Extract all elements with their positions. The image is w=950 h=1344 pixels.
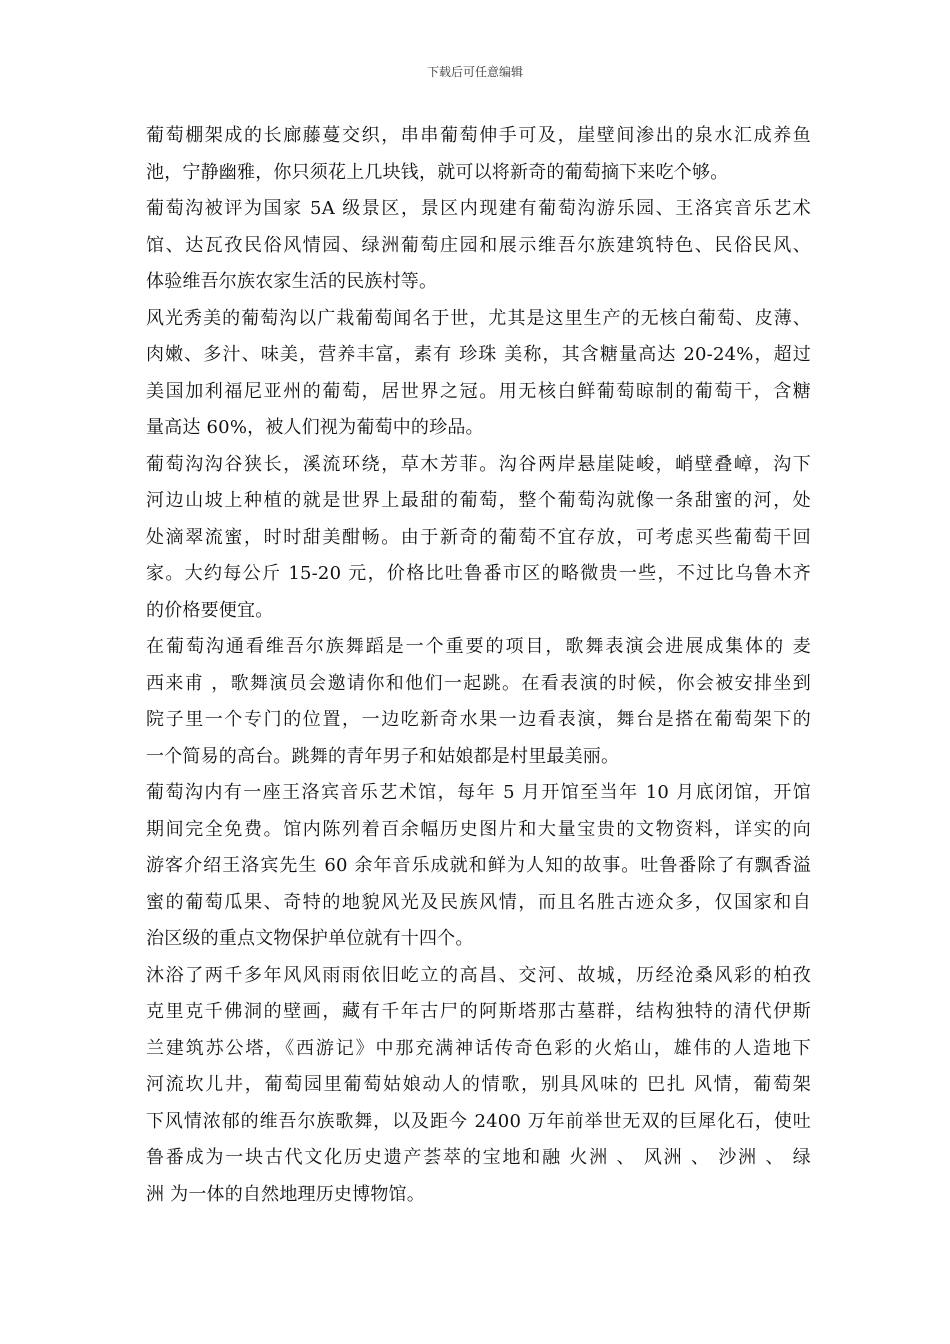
paragraph-scenic-area: [146, 191, 811, 301]
text-line: 池，宁静幽雅，你只须花上几块钱，就可以将新奇的葡萄摘下来吃个够。: [146, 161, 729, 183]
page-header: 下载后可任意编辑: [426, 65, 523, 79]
paragraph-vine-corridor: [146, 118, 811, 191]
text-line: 洲 为一体的自然地理历史博物馆。: [146, 1183, 425, 1205]
text-line: 馆、达瓦孜民俗风情园、绿洲葡萄庄园和展示维吾尔族建筑特色、民俗民风、: [146, 234, 811, 256]
text-line: 院子里一个专门的位置，一边吃新奇水果一边看表演，舞台是搭在葡萄架下的: [146, 709, 811, 730]
text-line: 河边山坡上种植的就是世界上最甜的葡萄，整个葡萄沟就像一条甜蜜的河，处: [146, 490, 811, 511]
paragraph-valley: [146, 447, 811, 630]
text-line: 治区级的重点文物保护单位就有十四个。: [146, 928, 474, 949]
text-line: 美国加利福尼亚州的葡萄，居世界之冠。用无核白鲜葡萄晾制的葡萄干，含糖: [146, 380, 811, 402]
text-line: 肉嫩、多汁、味美，营养丰富，素有 珍珠 美称，其含糖量高达 20-24%，超过: [146, 344, 811, 365]
text-line: 体验维吾尔族农家生活的民族村等。: [146, 271, 438, 292]
text-line: 克里克千佛洞的壁画，藏有千年古尸的阿斯塔那古墓群，结构独特的清代伊斯: [146, 1001, 811, 1022]
text-line: 葡萄沟内有一座王洛宾音乐艺术馆，每年 5 月开馆至当年 10 月底闭馆，开馆: [146, 782, 811, 803]
text-line: 河流坎儿井，葡萄园里葡萄姑娘动人的情歌，别具风味的 巴扎 风情，葡萄架: [146, 1074, 811, 1095]
text-line: 处滴翠流蜜，时时甜美酣畅。由于新奇的葡萄不宜存放，可考虑买些葡萄干回: [146, 526, 811, 548]
text-line: 葡萄棚架成的长廊藤蔓交织，串串葡萄伸手可及，崖壁间渗出的泉水汇成养鱼: [146, 125, 811, 146]
text-line: 葡萄沟沟谷狭长，溪流环绕，草木芳菲。沟谷两岸悬崖陡峻，峭壁叠嶂，沟下: [146, 453, 811, 475]
text-line: 鲁番成为一块古代文化历史遗产荟萃的宝地和融 火洲 、 风洲 、 沙洲 、 绿: [146, 1147, 811, 1168]
text-line: 蜜的葡萄瓜果、奇特的地貌风光及民族风情，而且名胜古迹众多，仅国家和自: [146, 891, 811, 913]
text-line: 游客介绍王洛宾先生 60 余年音乐成就和鲜为人知的故事。吐鲁番除了有飘香溢: [146, 855, 811, 876]
text-line: 葡萄沟被评为国家 5A 级景区，景区内现建有葡萄沟游乐园、王洛宾音乐艺术: [146, 198, 811, 219]
paragraph-historic-sites: [146, 958, 811, 1214]
text-line: 一个简易的高台。跳舞的青年男子和姑娘都是村里最美丽。: [146, 745, 620, 767]
paragraph-music-museum: [146, 775, 811, 958]
text-line: 量高达 60%，被人们视为葡萄中的珍品。: [146, 417, 484, 438]
text-line: 的价格要便宜。: [146, 599, 274, 621]
text-line: 西来甫 ，歌舞演员会邀请你和他们一起跳。在看表演的时候，你会被安排坐到: [146, 672, 811, 694]
paragraph-uyghur-dance: [146, 629, 811, 775]
document-body: [146, 118, 811, 1213]
text-line: 期间完全免费。馆内陈列着百余幅历史图片和大量宝贵的文物资料，详实的向: [146, 818, 811, 840]
text-line: 沐浴了两千多年风风雨雨依旧屹立的高昌、交河、故城，历经沧桑风彩的柏孜: [146, 964, 811, 986]
text-line: 家。大约每公斤 15-20 元，价格比吐鲁番市区的略微贵一些，不过比乌鲁木齐: [146, 563, 811, 584]
text-line: 下风情浓郁的维吾尔族歌舞，以及距今 2400 万年前举世无双的巨犀化石，使吐: [146, 1110, 811, 1132]
text-line: 兰建筑苏公塔，《西游记》中那充满神话传奇色彩的火焰山，雄伟的人造地下: [146, 1037, 811, 1059]
paragraph-seedless-grapes: [146, 301, 811, 447]
text-line: 风光秀美的葡萄沟以广栽葡萄闻名于世，尤其是这里生产的无核白葡萄、皮薄、: [146, 307, 811, 329]
text-line: 在葡萄沟通看维吾尔族舞蹈是一个重要的项目，歌舞表演会进展成集体的 麦: [146, 636, 811, 657]
